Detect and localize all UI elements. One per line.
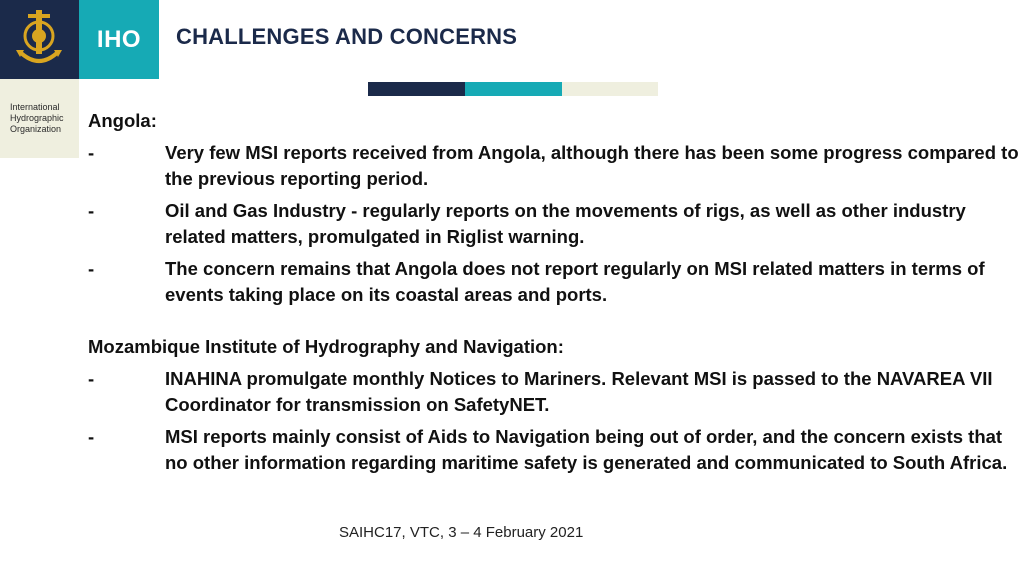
section-heading: Mozambique Institute of Hydrography and Navigation: xyxy=(88,336,564,357)
bullet-dash: - xyxy=(88,368,95,389)
bullet-dash: - xyxy=(88,258,95,279)
list-item-text: Oil and Gas Industry - regularly reports on the movements of rigs, as well as other industry related matters, promulgated in Riglist warning. xyxy=(165,200,966,247)
iho-emblem-tile xyxy=(0,0,79,79)
list-item xyxy=(88,198,1020,250)
accent-bar-beige xyxy=(562,82,658,96)
accent-bar-teal xyxy=(465,82,562,96)
accent-bar-navy xyxy=(368,82,465,96)
list-item-text: MSI reports mainly consist of Aids to Navigation being out of order, and the concern exists that no other information regarding maritime safety is generated and communicated to South Africa. xyxy=(165,426,1008,473)
iho-emblem-icon xyxy=(0,0,79,79)
list-item-text: Very few MSI reports received from Angola, although there has been some progress compared to the previous reporting period. xyxy=(165,142,1019,189)
section-heading: Angola: xyxy=(88,110,157,131)
org-name-line: Hydrographic xyxy=(10,113,64,123)
list-item xyxy=(88,140,1020,192)
page-title: CHALLENGES AND CONCERNS xyxy=(176,24,518,49)
slide-body xyxy=(88,108,1020,482)
list-item-text: INAHINA promulgate monthly Notices to Mariners. Relevant MSI is passed to the NAVAREA VII Coordinator for transmission on SafetyNET. xyxy=(165,368,993,415)
list-item xyxy=(88,256,1020,308)
bullet-dash: - xyxy=(88,426,95,447)
section-mozambique xyxy=(88,334,1020,476)
bullet-dash: - xyxy=(88,142,95,163)
section-angola xyxy=(88,108,1020,308)
list-item xyxy=(88,424,1020,476)
slide-footer: SAIHC17, VTC, 3 – 4 February 2021 xyxy=(339,524,584,541)
org-name-line: Organization xyxy=(10,124,62,134)
list-item xyxy=(88,366,1020,418)
org-name-line: International xyxy=(10,102,60,112)
org-name xyxy=(10,102,78,135)
iho-logo-text: IHO xyxy=(79,0,159,79)
list-item-text: The concern remains that Angola does not report regularly on MSI related matters in terms of events taking place on its coastal areas and ports. xyxy=(165,258,985,305)
bullet-dash: - xyxy=(88,200,95,221)
